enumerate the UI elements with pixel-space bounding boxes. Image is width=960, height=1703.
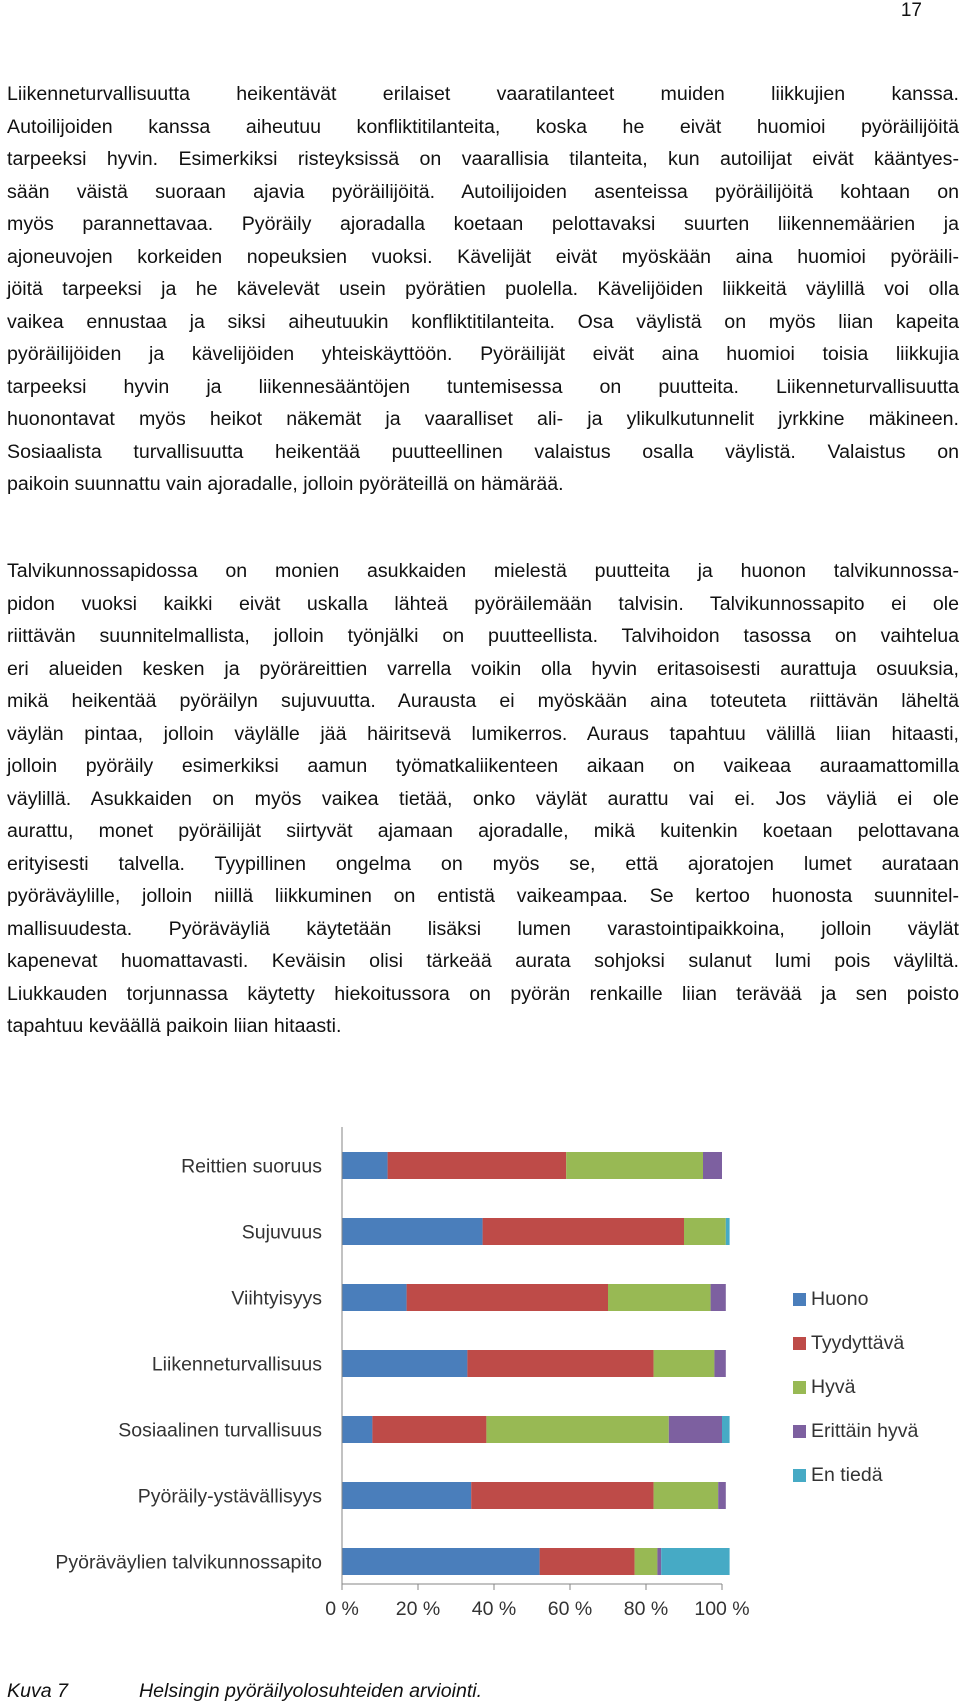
text-line: tarpeeksi hyvin. Esimerkiksi risteyksissä on vaarallisia tilanteita, kun autoilijat eivät kääntyes-	[7, 148, 959, 170]
category-label: Sosiaalinen turvallisuus	[118, 1419, 322, 1442]
bar-segment	[566, 1152, 703, 1179]
legend-swatch	[793, 1381, 806, 1394]
text-line: paikoin suunnattu vain ajoradalle, jolloin pyöräteillä on hämärää.	[7, 473, 564, 495]
text-line: Talvikunnossapidossa on monien asukkaiden mielestä puutteita ja huonon talvikunnossa-	[7, 560, 959, 582]
bar-segment	[654, 1482, 719, 1509]
text-line: väylän pintaa, jolloin väylälle jää häiritsevä lumikerros. Auraus tapahtuu välillä liian hitaasti,	[7, 722, 959, 745]
bar-segment	[342, 1350, 467, 1377]
x-tick-label: 20 %	[395, 1598, 441, 1620]
bar-segment	[388, 1152, 567, 1179]
bar-segment	[669, 1416, 722, 1443]
bar-segment	[342, 1416, 372, 1443]
category-label: Pyöräväylien talvikunnossapito	[55, 1551, 322, 1574]
category-label: Sujuvuus	[241, 1221, 322, 1244]
bar-segment	[718, 1482, 726, 1509]
category-label: Liikenneturvallisuus	[151, 1353, 322, 1376]
bar-segment	[684, 1218, 726, 1245]
x-tick-label: 80 %	[623, 1598, 669, 1620]
text-line: Liikenneturvallisuutta heikentävät erilaiset vaaratilanteet muiden liikkujien kanssa.	[7, 83, 959, 105]
bar-segment	[342, 1284, 407, 1311]
bar-segment	[486, 1416, 668, 1443]
bar-segment	[722, 1416, 730, 1443]
x-tick-label: 0 %	[325, 1598, 359, 1620]
text-line: pidon vuoksi kaikki eivät uskalla lähteä pyöräilemään talvisin. Talvikunnossapito ei ole	[7, 592, 959, 615]
paragraph-winter-maintenance	[7, 555, 959, 1043]
bar-segment	[726, 1218, 730, 1245]
bar-segment	[342, 1152, 388, 1179]
bar-segment	[342, 1548, 540, 1575]
text-line: Autoilijoiden kanssa aiheutuu konfliktitilanteita, koska he eivät huomioi pyöräilijöitä	[7, 115, 959, 138]
text-line: mallisuudesta. Pyöräväyliä käytetään lisäksi lumen varastointipaikkoina, jolloin väylät	[7, 917, 959, 940]
legend-label: En tiedä	[811, 1464, 883, 1486]
category-label: Viihtyisyys	[231, 1287, 322, 1310]
bar-segment	[372, 1416, 486, 1443]
x-tick-label: 60 %	[547, 1598, 593, 1620]
text-line: aurattu, monet pyöräilijät siirtyvät ajamaan ajoradalle, mikä kuitenkin koetaan pelottavana	[7, 820, 959, 842]
x-tick-label: 100 %	[694, 1598, 750, 1620]
bar-segment	[661, 1548, 729, 1575]
paragraph-traffic-safety	[7, 78, 959, 501]
bar-segment	[635, 1548, 658, 1575]
text-line: Sosiaalista turvallisuutta heikentää puutteellinen valaistus osalla väylistä. Valaistus on	[7, 440, 959, 463]
x-tick-label: 40 %	[471, 1598, 517, 1620]
text-line: pyöräilijöiden ja kävelijöiden yhteiskäyttöön. Pyöräilijät eivät aina huomioi toisia liikkujia	[7, 343, 959, 365]
text-line: pyöräväylille, jolloin niillä liikkuminen on entistä vaikeampaa. Se kertoo huonosta suunnitel-	[7, 885, 959, 907]
bar-segment	[342, 1218, 483, 1245]
legend-label: Hyvä	[811, 1376, 856, 1398]
text-line: tarpeeksi hyvin ja liikennesääntöjen tuntemisessa on puutteita. Liikenneturvallisuutta	[7, 375, 959, 398]
text-line: huonontavat myös heikot näkemät ja vaaralliset ali- ja ylikulkutunnelit jyrkkine mäkineen.	[7, 408, 959, 430]
legend-label: Erittäin hyvä	[811, 1420, 919, 1442]
category-label: Pyöräily-ystävällisyys	[137, 1485, 322, 1508]
text-line: erityisesti talvella. Tyypillinen ongelma on myös se, että ajoratojen lumet aurataan	[7, 852, 959, 875]
legend-swatch	[793, 1337, 806, 1350]
bar-segment	[714, 1350, 725, 1377]
bar-segment	[657, 1548, 661, 1575]
text-line: mikä heikentää pyöräilyn sujuvuutta. Aurausta ei myöskään aina toteuteta riittävän läheltä	[7, 690, 959, 712]
page-number: 17	[900, 0, 922, 21]
figure-title: Helsingin pyöräilyolosuhteiden arviointi.	[139, 1680, 483, 1702]
bar-segment	[483, 1218, 684, 1245]
legend-swatch	[793, 1293, 806, 1306]
text-line: riittävän suunnitelmallista, jolloin työnjälki on puutteellista. Talvihoidon tasossa on vaihtelua	[7, 625, 959, 647]
bar-segment	[608, 1284, 711, 1311]
text-line: väylillä. Asukkaiden on myös vaikea tietää, onko väylät aurattu vai ei. Jos väyliä ei ole	[7, 787, 959, 810]
figure-number: Kuva 7	[7, 1680, 69, 1702]
text-line: Liukkauden torjunnassa käytetty hiekoitussora on pyörän renkaille liian terävää ja sen poisto	[7, 982, 959, 1005]
bar-segment	[407, 1284, 608, 1311]
bar-segment	[711, 1284, 726, 1311]
bar-segment	[342, 1482, 471, 1509]
text-line: vaikea ennustaa ja siksi aiheutuukin konfliktitilanteita. Osa väylistä on myös liian kapeita	[7, 310, 959, 333]
bar-segment	[471, 1482, 653, 1509]
text-line: jöitä tarpeeksi ja he kävelevät usein pyörätien puolella. Kävelijöiden liikkeitä väylillä voi olla	[7, 278, 959, 300]
text-line: ajoneuvojen korkeiden nopeuksien vuoksi. Kävelijät eivät myöskään aina huomioi pyöräili-	[7, 245, 959, 268]
cycling-conditions-chart	[0, 1120, 960, 1680]
text-line: sään väistä suoraan ajavia pyöräilijöitä. Autoilijoiden asenteissa pyöräilijöitä kohtaan on	[7, 180, 959, 203]
text-line: kapenevat huomattavasti. Keväisin olisi tärkeää aurata sohjoksi sulanut lumi pois väyliltä.	[7, 950, 959, 972]
legend-swatch	[793, 1425, 806, 1438]
text-line: myös parannettavaa. Pyöräily ajoradalla koetaan pelottavaksi suurten liikennemäärien ja	[7, 213, 959, 235]
text-line: eri alueiden kesken ja pyöräreittien varrella voikin olla hyvin eritasoisesti aurattuja osuuksia,	[7, 657, 959, 680]
bar-segment	[703, 1152, 722, 1179]
bar-segment	[654, 1350, 715, 1377]
text-line: jolloin pyöräily esimerkiksi aamun työmatkaliikenteen aikaan on vaikeaa auraamattomilla	[7, 755, 959, 777]
text-line: tapahtuu keväällä paikoin liian hitaasti.	[7, 1015, 342, 1037]
legend-label: Tyydyttävä	[811, 1332, 905, 1354]
category-label: Reittien suoruus	[181, 1155, 322, 1178]
legend-swatch	[793, 1469, 806, 1482]
bar-segment	[540, 1548, 635, 1575]
bar-segment	[467, 1350, 653, 1377]
legend-label: Huono	[811, 1288, 869, 1310]
